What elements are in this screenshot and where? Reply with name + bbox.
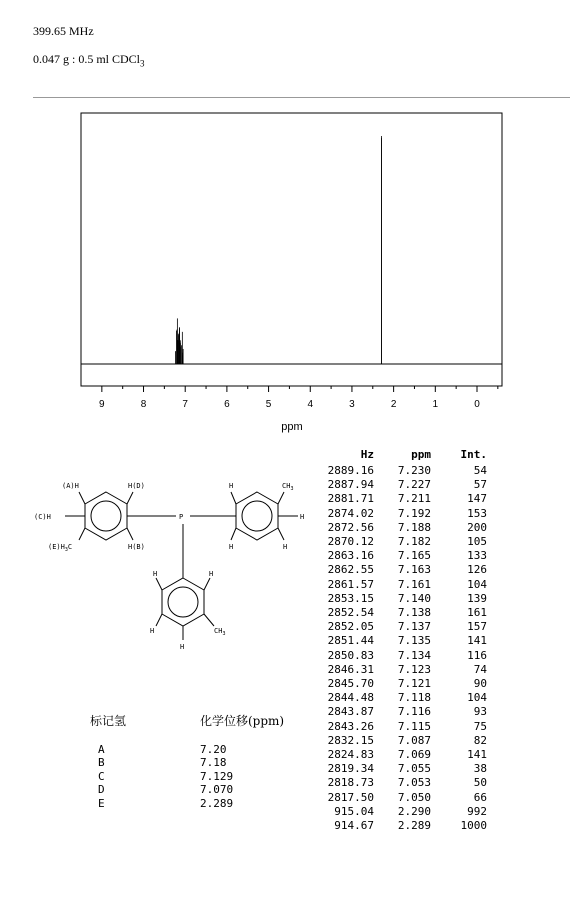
peak-hz: 2846.31: [327, 662, 374, 676]
ring3-h-bottomleft: H: [150, 627, 155, 635]
peak-int: 50: [473, 776, 487, 790]
assignment-label: B: [98, 756, 105, 770]
peak-int: 992: [467, 804, 487, 818]
label-b: H(B): [128, 543, 145, 551]
peak-ppm: 7.121: [397, 677, 431, 691]
sample-main: 0.047 g : 0.5 ml CDCl: [33, 52, 141, 66]
peak-ppm: 7.050: [397, 790, 431, 804]
peak-ppm: 7.192: [397, 506, 431, 520]
table-row: [318, 691, 487, 705]
peak-ppm: 7.118: [397, 691, 431, 705]
x-tick-label: 1: [432, 399, 439, 410]
table-row: [318, 762, 487, 776]
ring2-h-right: H: [300, 513, 305, 521]
table-row: [318, 663, 487, 677]
assignment-row: [90, 783, 284, 796]
peak-hz: 2850.83: [327, 648, 374, 662]
table-row: [318, 791, 487, 805]
peak-ppm: 7.055: [397, 762, 431, 776]
assignment-table: [90, 712, 284, 810]
sample-subscript: 3: [140, 58, 145, 69]
molecule-structure: [0, 470, 320, 700]
peak-ppm: 7.138: [397, 606, 431, 620]
peak-ppm: 7.182: [397, 535, 431, 549]
peak-hz: 2819.34: [327, 762, 374, 776]
peak-ppm: 7.165: [397, 549, 431, 563]
peak-ppm: 7.230: [397, 464, 431, 477]
assignment-shift: 7.20: [200, 743, 227, 756]
peak-ppm: 7.069: [397, 748, 431, 762]
assignment-row: [90, 756, 284, 769]
peak-table-body: [318, 464, 487, 833]
spectrometer-frequency: 399.65 MHz: [33, 24, 94, 38]
x-tick-label: 6: [224, 399, 230, 410]
peak-ppm: 7.115: [397, 719, 431, 733]
peak-hz: 2845.70: [327, 677, 374, 691]
table-row: [318, 592, 487, 606]
peak-int: 93: [473, 705, 487, 719]
peak-ppm: 7.137: [397, 620, 431, 634]
peak-int: 90: [473, 677, 487, 691]
peak-int: 74: [473, 662, 487, 676]
peak-int: 157: [467, 620, 487, 634]
assignment-shift: 7.129: [200, 769, 234, 783]
peak-int: 200: [467, 520, 487, 534]
peak-hz: 2843.26: [327, 719, 374, 733]
table-row: [318, 819, 487, 833]
peak-table: [318, 446, 487, 833]
peak-ppm: 7.140: [397, 591, 431, 605]
table-row: [318, 634, 487, 648]
peak-ppm: 7.188: [397, 520, 431, 534]
peak-ppm: 7.116: [397, 705, 431, 719]
table-row: [318, 649, 487, 663]
peak-int: 141: [467, 748, 487, 762]
peak-ppm: 7.227: [397, 478, 431, 492]
peak-ppm: 2.290: [397, 804, 431, 818]
peak-ppm: 7.135: [397, 634, 431, 648]
assignment-header-label: 标记氢: [90, 714, 127, 728]
x-axis-ticks: [99, 386, 498, 410]
peak-ppm: 7.134: [397, 648, 431, 662]
peak-hz: 2844.48: [327, 691, 374, 705]
table-row: [318, 478, 487, 492]
assignment-shift: 7.18: [200, 756, 227, 770]
table-row: [318, 720, 487, 734]
ring-1-aromatic: [91, 501, 121, 531]
peak-hz: 2843.87: [327, 705, 374, 719]
table-row: [318, 705, 487, 719]
peak-int: 141: [467, 634, 487, 648]
phosphorus-atom: P: [179, 513, 184, 521]
assignment-label: C: [98, 769, 105, 783]
peak-hz: 2852.54: [327, 606, 374, 620]
peak-hz: 2818.73: [327, 776, 374, 790]
assignment-label: E: [98, 796, 105, 810]
table-row: [318, 606, 487, 620]
peak-ppm: 7.211: [397, 492, 431, 506]
peak-int: 126: [467, 563, 487, 577]
spectrum-peaks: [176, 136, 382, 364]
peak-int: 54: [473, 464, 487, 477]
peak-header-int: Int.: [460, 448, 487, 461]
peak-hz: 2863.16: [327, 549, 374, 563]
table-row: [318, 677, 487, 691]
assignment-shift: 7.070: [200, 783, 234, 797]
peak-ppm: 7.053: [397, 776, 431, 790]
table-row: [318, 521, 487, 535]
peak-hz: 2832.15: [327, 733, 374, 747]
peak-header-hz: Hz: [360, 448, 374, 461]
peak-ppm: 7.161: [397, 577, 431, 591]
x-tick-label: 4: [307, 399, 314, 410]
peak-ppm: 2.289: [397, 819, 431, 833]
peak-ppm: 7.163: [397, 563, 431, 577]
peak-int: 139: [467, 591, 487, 605]
assignment-header-shift: 化学位移(ppm): [200, 714, 285, 728]
table-row: [318, 734, 487, 748]
table-row: [318, 464, 487, 478]
peak-ppm: 7.123: [397, 662, 431, 676]
peak-hz: 2870.12: [327, 535, 374, 549]
peak-int: 57: [473, 478, 487, 492]
peak-ppm: 7.087: [397, 733, 431, 747]
peak-hz: 2852.05: [327, 620, 374, 634]
peak-int: 133: [467, 549, 487, 563]
label-d: H(D): [128, 482, 145, 490]
table-row: [318, 776, 487, 790]
x-tick-label: 0: [474, 399, 480, 410]
table-row: [318, 535, 487, 549]
x-tick-label: 5: [265, 399, 272, 410]
peak-int: 82: [473, 733, 487, 747]
table-row: [318, 507, 487, 521]
peak-header-ppm: ppm: [411, 448, 431, 461]
ring-2-aromatic: [242, 501, 272, 531]
label-a: (A)H: [62, 482, 79, 490]
peak-int: 66: [473, 790, 487, 804]
assignment-label: D: [98, 783, 105, 797]
x-tick-label: 9: [99, 399, 105, 410]
ring2-h-bottomleft: H: [229, 543, 234, 551]
table-row: [318, 578, 487, 592]
peak-hz: 2872.56: [327, 520, 374, 534]
x-tick-label: 7: [182, 399, 188, 410]
peak-int: 116: [467, 648, 487, 662]
label-e: $(E)H_3C$: [48, 543, 73, 553]
peak-table-header: [318, 446, 487, 464]
peak-int: 105: [467, 535, 487, 549]
table-row: [318, 805, 487, 819]
table-row: [318, 748, 487, 762]
x-tick-label: 2: [390, 399, 397, 410]
ring3-h-topright: H: [209, 570, 214, 578]
peak-int: 1000: [460, 819, 487, 833]
peak-hz: 2881.71: [327, 492, 374, 506]
table-row: [318, 620, 487, 634]
peak-hz: 914.67: [334, 819, 374, 833]
ring2-h-topleft: H: [229, 482, 234, 490]
table-row: [318, 492, 487, 506]
peak-hz: 2851.44: [327, 634, 374, 648]
nmr-spectrum-chart: [0, 0, 570, 440]
peak-int: 75: [473, 719, 487, 733]
assignment-shift: 2.289: [200, 796, 234, 810]
peak-hz: 2862.55: [327, 563, 374, 577]
x-tick-label: 8: [140, 399, 147, 410]
peak-hz: 2824.83: [327, 748, 374, 762]
peak-int: 147: [467, 492, 487, 506]
ring3-h-bottom: H: [180, 643, 185, 651]
x-tick-label: 3: [349, 399, 355, 410]
plot-frame: [81, 113, 502, 386]
assignment-row: [90, 797, 284, 810]
peak-int: 161: [467, 606, 487, 620]
assignment-label: A: [98, 743, 105, 756]
peak-hz: 2887.94: [327, 478, 374, 492]
ring3-methyl: $CH_3$: [214, 627, 226, 637]
ring3-h-topleft: H: [153, 570, 158, 578]
peak-hz: 2889.16: [327, 464, 374, 477]
assignment-rows: [90, 743, 284, 810]
peak-int: 153: [467, 506, 487, 520]
peak-hz: 2874.02: [327, 506, 374, 520]
x-axis-label: ppm: [281, 421, 303, 433]
label-c: (C)H: [34, 513, 51, 521]
peak-hz: 915.04: [334, 804, 374, 818]
peak-int: 104: [467, 691, 487, 705]
peak-int: 38: [473, 762, 487, 776]
table-row: [318, 563, 487, 577]
peak-int: 104: [467, 577, 487, 591]
assignment-row: [90, 743, 284, 756]
ring2-h-bottomright: H: [283, 543, 288, 551]
table-row: [318, 549, 487, 563]
assignment-row: [90, 770, 284, 783]
peak-hz: 2853.15: [327, 591, 374, 605]
peak-hz: 2817.50: [327, 790, 374, 804]
peak-hz: 2861.57: [327, 577, 374, 591]
assignment-header: [90, 712, 284, 729]
ring-3-aromatic: [168, 587, 198, 617]
ring2-methyl: $CH_3$: [282, 482, 294, 492]
